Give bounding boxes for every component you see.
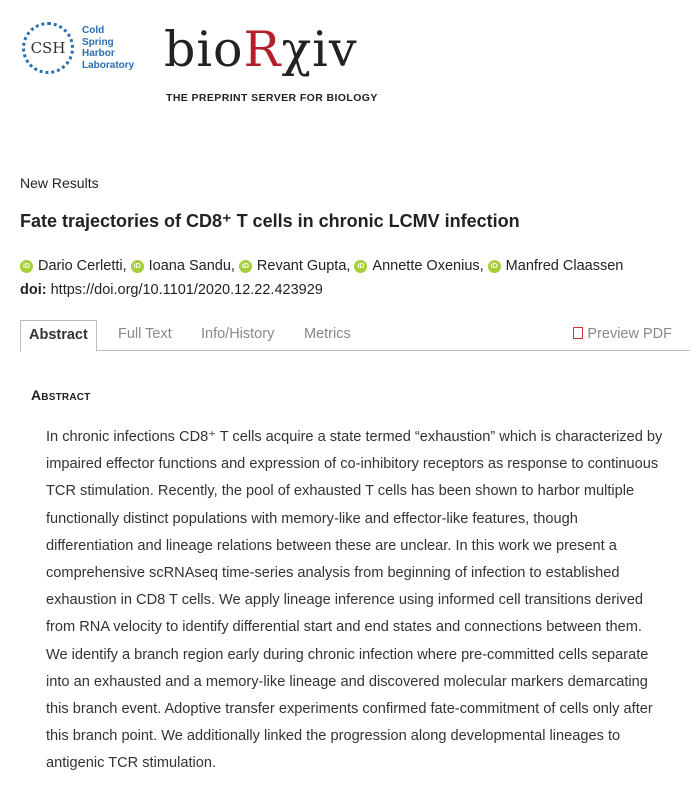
article-tabs (20, 320, 690, 351)
orcid-icon[interactable]: iD (488, 260, 501, 273)
logo-part: R (243, 21, 282, 78)
abstract-line: functionally distinct populations with memory-like and effector-like features, though (46, 510, 578, 527)
article-type: New Results (20, 175, 99, 191)
tagline: THE PREPRINT SERVER FOR BIOLOGY (166, 92, 378, 104)
logo-part: χiv (281, 21, 358, 78)
author-list (20, 258, 627, 274)
biorxiv-logo[interactable] (164, 22, 358, 78)
abstract-text (46, 424, 686, 778)
csh-name-line: Spring (82, 36, 114, 48)
author-link[interactable]: Manfred Claassen (505, 258, 624, 274)
abstract-line: TCR stimulation. Recently, the pool of exhausted T cells has been shown to harbor multiple (46, 483, 635, 500)
abstract-line: comprehensive scRNAseq time-series analysis from beginning of infection to established (46, 565, 620, 582)
page-title: Fate trajectories of CD8⁺ T cells in chronic LCMV infection (20, 211, 520, 231)
csh-name-line: Laboratory (82, 59, 135, 71)
tab-metrics[interactable]: Metrics (304, 326, 351, 342)
orcid-icon[interactable]: iD (131, 260, 144, 273)
csh-logo[interactable] (22, 22, 134, 74)
tab-abstract[interactable]: Abstract (20, 320, 97, 352)
pdf-icon (573, 327, 583, 339)
abstract-line: antigenic TCR stimulation. (46, 755, 217, 772)
doi-label: doi: (20, 282, 47, 298)
abstract-line: differentiation and lineage relations between these are unclear. In this work we present a (46, 537, 617, 554)
csh-name-line: Cold (82, 25, 105, 36)
logo-part: bio (164, 21, 244, 78)
author-link[interactable]: Revant Gupta, (256, 258, 351, 274)
orcid-icon[interactable]: iD (239, 260, 252, 273)
abstract-line: this branch point. We additionally linked the progression along developmental lineages to (46, 728, 621, 745)
abstract-line: exhaustion in CD8 T cells. We apply lineage inference using informed cell transitions derived (46, 592, 644, 609)
abstract-line: into an exhausted and a memory-like lineage and discovered molecular markers demarcating (46, 673, 648, 690)
doi (20, 282, 323, 298)
abstract-heading: Abstract (31, 387, 91, 403)
csh-name (82, 25, 134, 71)
author-link[interactable]: Annette Oxenius, (372, 258, 484, 274)
orcid-icon[interactable]: iD (354, 260, 367, 273)
author-link[interactable]: Dario Cerletti, (38, 258, 127, 274)
preview-pdf-label: Preview PDF (587, 326, 672, 342)
doi-link[interactable]: https://doi.org/10.1101/2020.12.22.423929 (50, 282, 323, 298)
abstract-line: We identify a branch region early during chronic infection where pre-committed cells separate (46, 646, 649, 663)
csh-name-line: Harbor (82, 48, 115, 59)
tab-full-text[interactable]: Full Text (118, 326, 172, 342)
abstract-line: In chronic infections CD8⁺ T cells acquire a state termed “exhaustion” which is characterized by (46, 429, 663, 445)
author-link[interactable]: Ioana Sandu, (148, 258, 235, 274)
orcid-icon[interactable]: iD (20, 260, 33, 273)
abstract-line: impaired effector functions and expression of co-inhibitory receptors as response to continuous (46, 456, 659, 473)
csh-logo-mark: CSH (22, 22, 74, 74)
abstract-line: this branch event. Adoptive transfer experiments confirmed fate-commitment of cells only after (46, 701, 653, 718)
tab-info-history[interactable]: Info/History (201, 326, 275, 342)
preview-pdf-button[interactable] (573, 320, 672, 349)
abstract-line: from RNA velocity to identify differential start and end states and connections between them. (46, 619, 642, 636)
